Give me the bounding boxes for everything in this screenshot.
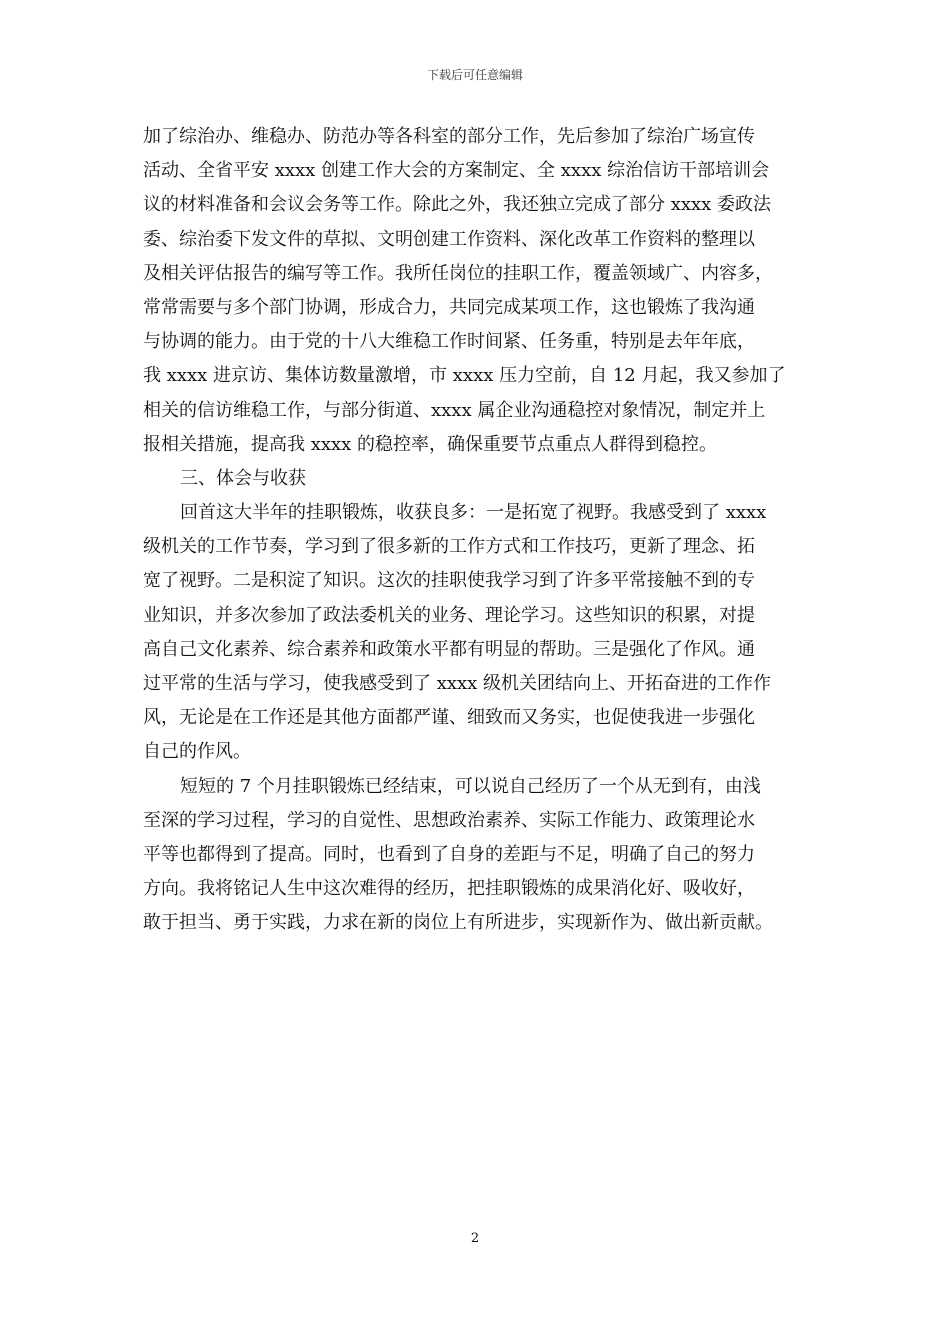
text-line: 活动、全省平安 xxxx 创建工作大会的方案制定、全 xxxx 综治信访干部培训会 — [143, 160, 770, 182]
text-line: 自己的作风。 — [143, 741, 251, 763]
text-line: 级机关的工作节奏，学习到了很多新的工作方式和工作技巧，更新了理念、拓 — [143, 536, 755, 558]
text-line: 回首这大半年的挂职锻炼，收获良多：一是拓宽了视野。我感受到了 xxxx — [180, 502, 767, 524]
text-line: 加了综治办、维稳办、防范办等各科室的部分工作，先后参加了综治广场宣传 — [143, 126, 755, 147]
text-line: 高自己文化素养、综合素养和政策水平都有明显的帮助。三是强化了作风。通 — [143, 638, 755, 660]
text-line: 相关的信访维稳工作，与部分街道、xxxx 属企业沟通稳控对象情况，制定并上 — [143, 399, 766, 421]
text-line: 敢于担当、勇于实践，力求在新的岗位上有所进步，实现新作为、做出新贡献。 — [143, 912, 773, 934]
section-heading: 三、体会与收获 — [180, 467, 306, 489]
text-line: 至深的学习过程，学习的自觉性、思想政治素养、实际工作能力、政策理论水 — [143, 809, 755, 831]
text-line: 我 xxxx 进京访、集体访数量激增，市 xxxx 压力空前，自 12 月起，我又参加了 — [143, 365, 786, 387]
text-line: 常常需要与多个部门协调，形成合力，共同完成某项工作，这也锻炼了我沟通 — [143, 296, 755, 318]
text-line: 过平常的生活与学习，使我感受到了 xxxx 级机关团结向上、开拓奋进的工作作 — [143, 673, 772, 694]
text-line: 风，无论是在工作还是其他方面都严谨、细致而又务实，也促使我进一步强化 — [143, 707, 755, 729]
text-line: 平等也都得到了提高。同时，也看到了自身的差距与不足，明确了自己的努力 — [143, 843, 755, 865]
text-line: 与协调的能力。由于党的十八大维稳工作时间紧、任务重，特别是去年年底， — [143, 331, 755, 353]
page-number: 2 — [470, 1231, 480, 1246]
text-line: 委、综治委下发文件的草拟、文明创建工作资料、深化改革工作资料的整理以 — [143, 228, 755, 250]
text-line: 议的材料准备和会议会务等工作。除此之外，我还独立完成了部分 xxxx 委政法 — [143, 194, 772, 216]
document-body — [143, 120, 823, 941]
page-header: 下载后可任意编辑 — [426, 68, 523, 82]
text-line: 报相关措施，提高我 xxxx 的稳控率，确保重要节点重点人群得到稳控。 — [143, 433, 718, 455]
text-line: 方向。我将铭记人生中这次难得的经历，把挂职锻炼的成果消化好、吸收好， — [143, 878, 755, 900]
text-line: 及相关评估报告的编写等工作。我所任岗位的挂职工作，覆盖领域广、内容多， — [143, 262, 773, 284]
text-line: 宽了视野。二是积淀了知识。这次的挂职使我学习到了许多平常接触不到的专 — [143, 570, 755, 592]
text-line: 短短的 7 个月挂职锻炼已经结束，可以说自己经历了一个从无到有，由浅 — [180, 775, 761, 797]
text-line: 业知识，并多次参加了政法委机关的业务、理论学习。这些知识的积累，对提 — [143, 604, 755, 626]
